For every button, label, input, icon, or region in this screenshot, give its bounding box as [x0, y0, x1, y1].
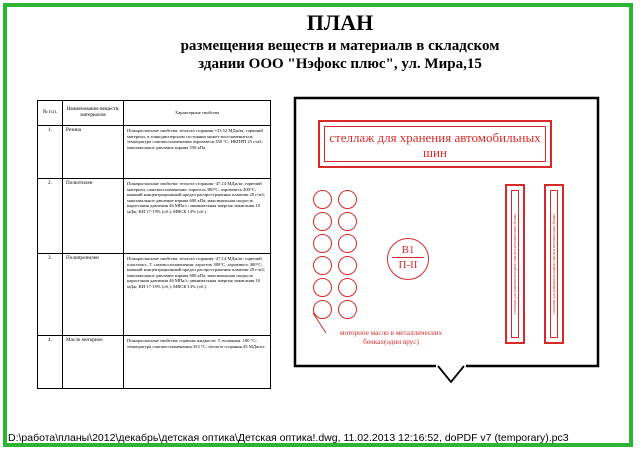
tire-rack-label: стеллаж для хранения автомобильных шин — [324, 126, 546, 162]
oil-barrel — [313, 278, 332, 297]
plan-title: ПЛАН — [306, 10, 374, 35]
row-number: 1. — [38, 126, 63, 179]
row-name: Полипропилен — [63, 254, 124, 336]
row-properties: Пожароопасные свойства: горючая жидкость; Т. вспышки. 180 °С; температура самовоспламенения 353 °С; теплота сгорания 45 МДж/кг. — [124, 336, 271, 389]
oil-barrel — [338, 234, 357, 253]
oil-barrels-label: моторное масло в металлических бочках(один ярус) — [339, 329, 443, 346]
oil-barrel — [338, 278, 357, 297]
plan-subtitle-line-1: размещения веществ и материалв в складском — [180, 38, 500, 54]
header-number: № п.п. — [38, 101, 63, 126]
header-name: Наименование веществ, материалов — [63, 101, 124, 126]
oil-barrel — [338, 190, 357, 209]
row-properties: Пожароопасные свойства: теплота сгорания -47,14 МДж/кг, горючий материал, самовоспламенение; аэрогель 380°С, аэровзвесь 400°С; нижний концентрационный предел распространения пламени 20 г/м3; максимальное давление взрыва 600 кПа; максимальная скорость нарастания давления 46 МПа/с; минимальная энергия зажигания 10 мДж; КИ 17-19% (об.); МВСК 13% (об.). — [124, 179, 271, 254]
oil-rack-1-label: стеллажи для хранения моторного масла в металлических бочках — [512, 213, 517, 315]
file-path-footer: D:\работа\планы\2012\декабрь\детская оптика\Детская оптика!.dwg, 11.02.2013 12:16:52, doPDF v7 (temporary).pc3 — [8, 432, 569, 444]
row-number: 4. — [38, 336, 63, 389]
oil-rack-1 — [505, 184, 525, 344]
oil-rack-2 — [544, 184, 564, 344]
oil-barrel — [313, 190, 332, 209]
oil-barrel — [338, 212, 357, 231]
row-properties: Пожароопасные свойства: теплота сгорания =33,52 МДж/кг, горючий материал, в тонкодисперсном состоянии может воспламениться; температура самовоспламенения аэровзвеси 350 °С; НКПРП 25 г/м3; максимальное давление взрыва 550 кПа. — [124, 126, 271, 179]
table-row — [38, 126, 271, 179]
oil-barrel — [338, 256, 357, 275]
row-name: Полиэтилен — [63, 179, 124, 254]
tire-rack — [318, 120, 552, 168]
zone-fire-class: П-II — [398, 259, 418, 271]
oil-barrel — [313, 256, 332, 275]
table-row — [38, 179, 271, 254]
table-row — [38, 254, 271, 336]
oil-barrel — [313, 234, 332, 253]
oil-barrel — [338, 300, 357, 319]
oil-rack-2-label: стеллажи для хранения моторного масла в металлических бочках — [551, 213, 556, 315]
oil-barrel — [313, 212, 332, 231]
row-number: 2. — [38, 179, 63, 254]
row-properties: Пожароопасные свойства: теплота сгорания -47,14 МДж/кг, горючий пластмасс, Т. самовоспламенения: аэрогель 380°С, аэровзвесь 400°С; нижний концентрационный предел распространения пламени 20 г/м3; максимальное давление взрыва 600 кПа; максимальная скорость нарастания давления 46 МПа/с; минимальная энергия зажигания 10 мДж; КИ 17-19% (об.); МВСК 13% (об.). — [124, 254, 271, 336]
substances-table — [37, 100, 271, 389]
table-row — [38, 336, 271, 389]
row-number: 3. — [38, 254, 63, 336]
header-properties: Характерные свойства — [124, 101, 271, 126]
row-name: Резина — [63, 126, 124, 179]
oil-barrel — [313, 300, 332, 319]
table-header-row — [38, 101, 271, 126]
row-name: Масло моторное — [63, 336, 124, 389]
zone-category: В1 — [401, 244, 415, 256]
fire-category-marker — [387, 238, 429, 280]
plan-subtitle-line-2: здании ООО "Нэфокс плюс", ул. Мира,15 — [198, 56, 482, 72]
